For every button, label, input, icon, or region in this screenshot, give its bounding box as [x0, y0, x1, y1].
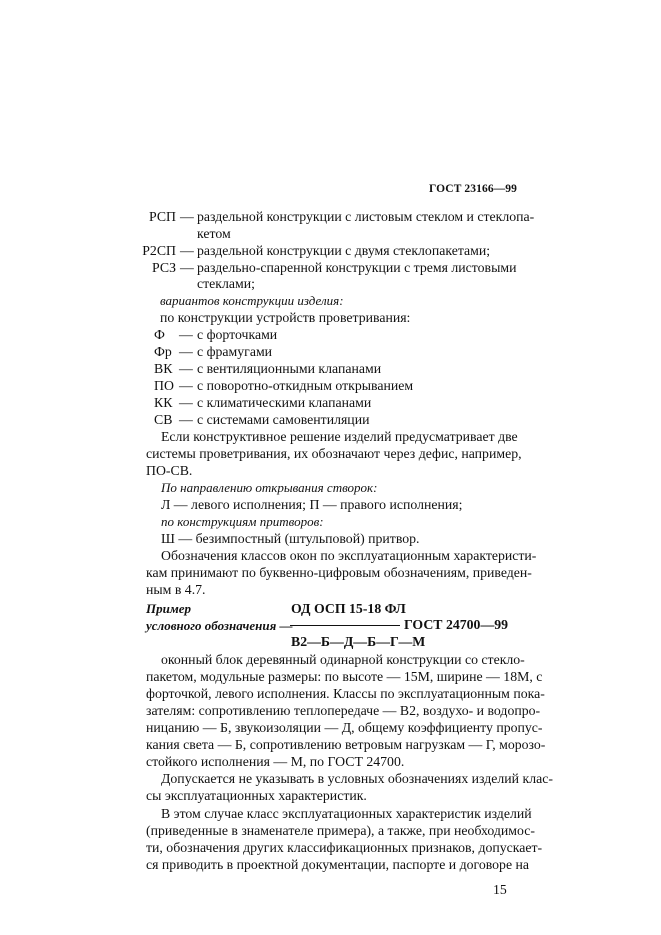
vent-desc: с климатическими клапанами — [197, 395, 372, 410]
para-case-line: ти, обозначения других классификационных признаков, допускает- — [146, 840, 543, 855]
standard-header: ГОСТ 23166—99 — [428, 183, 517, 195]
vent-code: ПО — [154, 378, 174, 393]
glazing-desc: раздельной конструкции с листовым стеклом и стеклопа- — [197, 209, 535, 224]
example-numerator: ОД ОСП 15-18 ФЛ — [291, 601, 406, 616]
para-allowed-line: сы эксплуатационных характеристик. — [146, 788, 367, 803]
para-ventilation-line: Если конструктивное решение изделий предусматривает две — [161, 429, 518, 444]
vent-code: КК — [154, 395, 173, 410]
para-example-line: пакетом, модульные размеры: по высоте — 15М, ширине — 18М, с — [146, 669, 543, 684]
para-classes-line: ным в 4.7. — [146, 582, 206, 597]
para-case-line: ся приводить в проектной документации, паспорте и договоре на — [146, 857, 530, 872]
fraction-line — [290, 625, 400, 626]
example-standard: ГОСТ 24700—99 — [404, 617, 509, 632]
para-example-line: ницанию — Б, звукоизоляции — Д, общему коэффициенту пропус- — [146, 720, 543, 735]
para-example-line: стойкого исполнения — М, по ГОСТ 24700. — [146, 754, 405, 769]
glazing-code: РСП — [148, 209, 176, 224]
variants-heading: вариантов конструкции изделия: — [160, 293, 344, 308]
vent-desc: с системами самовентиляции — [197, 412, 370, 427]
opening-heading: По направлению открывания створок: — [161, 480, 378, 495]
ventilation-heading: по конструкции устройств проветривания: — [160, 310, 411, 325]
para-classes-line: Обозначения классов окон по эксплуатационным характеристи- — [161, 548, 537, 563]
glazing-code: РСЗ — [152, 260, 176, 275]
para-example-line: зателям: сопротивлению теплопередаче — В2, воздухо- и водопро- — [146, 703, 541, 718]
example-label-2: условного обозначения — — [146, 618, 293, 633]
page-number: 15 — [493, 882, 507, 897]
example-label: Пример — [146, 601, 192, 616]
vent-desc: с фрамугами — [197, 344, 273, 359]
vent-desc: с поворотно-откидным открыванием — [197, 378, 414, 393]
glazing-desc: раздельно-спаренной конструкции с тремя листовыми — [197, 260, 517, 275]
para-ventilation-line: ПО-СВ. — [146, 463, 193, 478]
para-classes-line: кам принимают по буквенно-цифровым обозначениям, приведен- — [146, 565, 532, 580]
vent-code: ВК — [154, 361, 173, 376]
mullion-text: Ш — безимпостный (штульповой) притвор. — [161, 531, 420, 546]
vent-code: Ф — [154, 327, 165, 342]
para-ventilation-line: системы проветривания, их обозначают через дефис, например, — [146, 446, 522, 461]
para-case-line: (приведенные в знаменателе примера), а также, при необходимос- — [146, 823, 535, 838]
glazing-desc-cont: стеклами; — [197, 276, 255, 291]
vent-desc: с вентиляционными клапанами — [197, 361, 382, 376]
para-example-line: кания света — Б, сопротивлению ветровым нагрузкам — Г, морозо- — [146, 737, 546, 752]
vent-code: СВ — [154, 412, 173, 427]
example-denominator: В2—Б—Д—Б—Г—М — [291, 634, 426, 649]
glazing-code: Р2СП — [142, 243, 176, 258]
para-example-line: форточкой, левого исполнения. Классы по эксплуатационным пока- — [146, 686, 545, 701]
glazing-desc-cont: кетом — [197, 226, 231, 241]
vent-desc: с форточками — [197, 327, 278, 342]
para-case-line: В этом случае класс эксплуатационных характеристик изделий — [161, 806, 532, 821]
mullion-heading: по конструкциям притворов: — [161, 514, 324, 529]
para-allowed-line: Допускается не указывать в условных обозначениях изделий клас- — [161, 771, 553, 786]
vent-code: Фр — [154, 344, 172, 359]
opening-text: Л — левого исполнения; П — правого исполнения; — [161, 497, 463, 512]
para-example-line: оконный блок деревянный одинарной конструкции со стекло- — [161, 652, 525, 667]
glazing-desc: раздельной конструкции с двумя стеклопакетами; — [197, 243, 491, 258]
